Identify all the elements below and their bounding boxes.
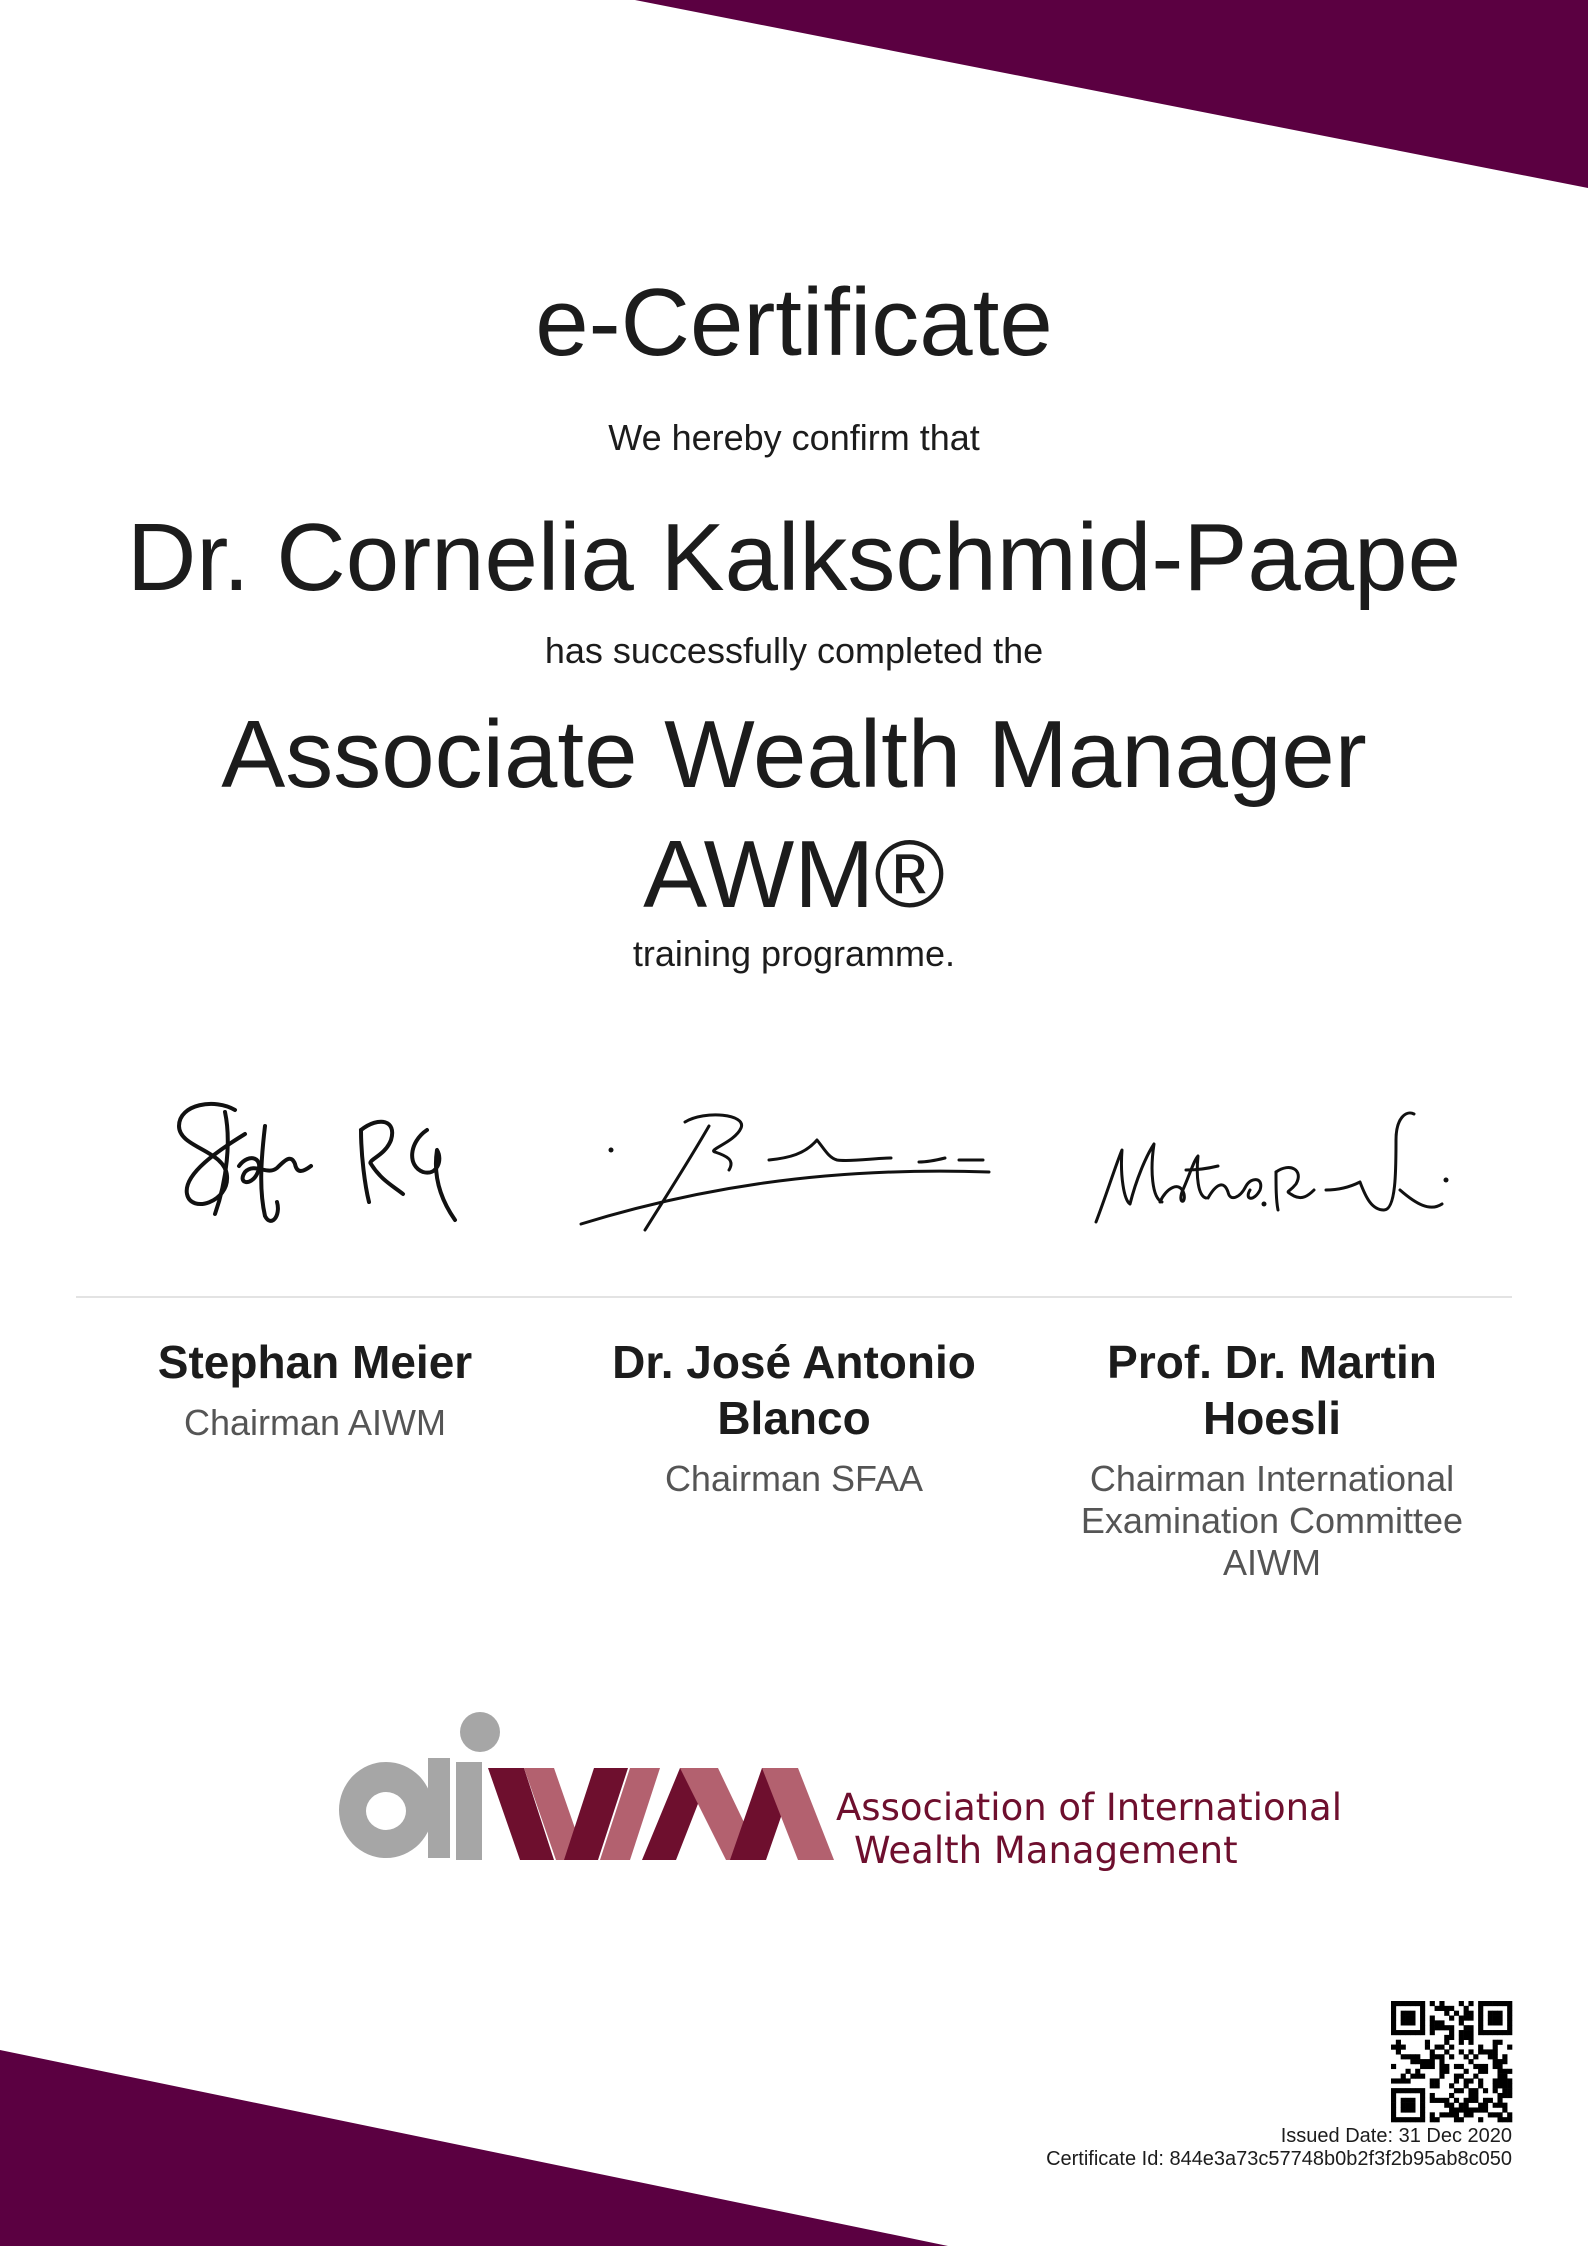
signatory-name: Dr. José Antonio Blanco <box>612 1336 976 1444</box>
logo-line-1: Association of International <box>836 1786 1343 1829</box>
certificate-id: Certificate Id: 844e3a73c57748b0b2f3f2b95ab8c050 <box>1046 2148 1512 2170</box>
aiwm-logo <box>328 1710 1343 1890</box>
top-right-corner-band <box>0 0 1588 190</box>
signatory-2 <box>574 1334 1014 1500</box>
course-name: Associate Wealth Manager AWM® <box>221 701 1367 928</box>
recipient-name: Dr. Cornelia Kalkschmid-Paape <box>127 504 1461 611</box>
programme-line: training programme. <box>632 933 956 974</box>
confirm-line: We hereby confirm that <box>608 417 980 458</box>
signatory-name: Stephan Meier <box>157 1336 473 1388</box>
signatory-3 <box>1052 1334 1492 1584</box>
signature-martin-hoesli <box>1090 1100 1450 1240</box>
signatory-role: Chairman SFAA <box>664 1458 924 1499</box>
signature-jose-antonio-blanco <box>575 1100 995 1240</box>
signatory-role: Chairman AIWM <box>183 1402 447 1443</box>
qr-code-icon <box>1391 2001 1512 2122</box>
issued-date: Issued Date: 31 Dec 2020 <box>1280 2125 1512 2147</box>
completed-line: has successfully completed the <box>544 630 1044 671</box>
signatory-role: Chairman International Examination Committee AIWM <box>1080 1458 1464 1583</box>
signature-stephan-meier <box>165 1090 465 1230</box>
signature-divider <box>76 1296 1512 1298</box>
logo-line-2: Wealth Management <box>854 1829 1238 1872</box>
signatory-name: Prof. Dr. Martin Hoesli <box>1107 1336 1437 1444</box>
certificate-title: e-Certificate <box>535 269 1053 376</box>
signatory-1 <box>95 1334 535 1444</box>
